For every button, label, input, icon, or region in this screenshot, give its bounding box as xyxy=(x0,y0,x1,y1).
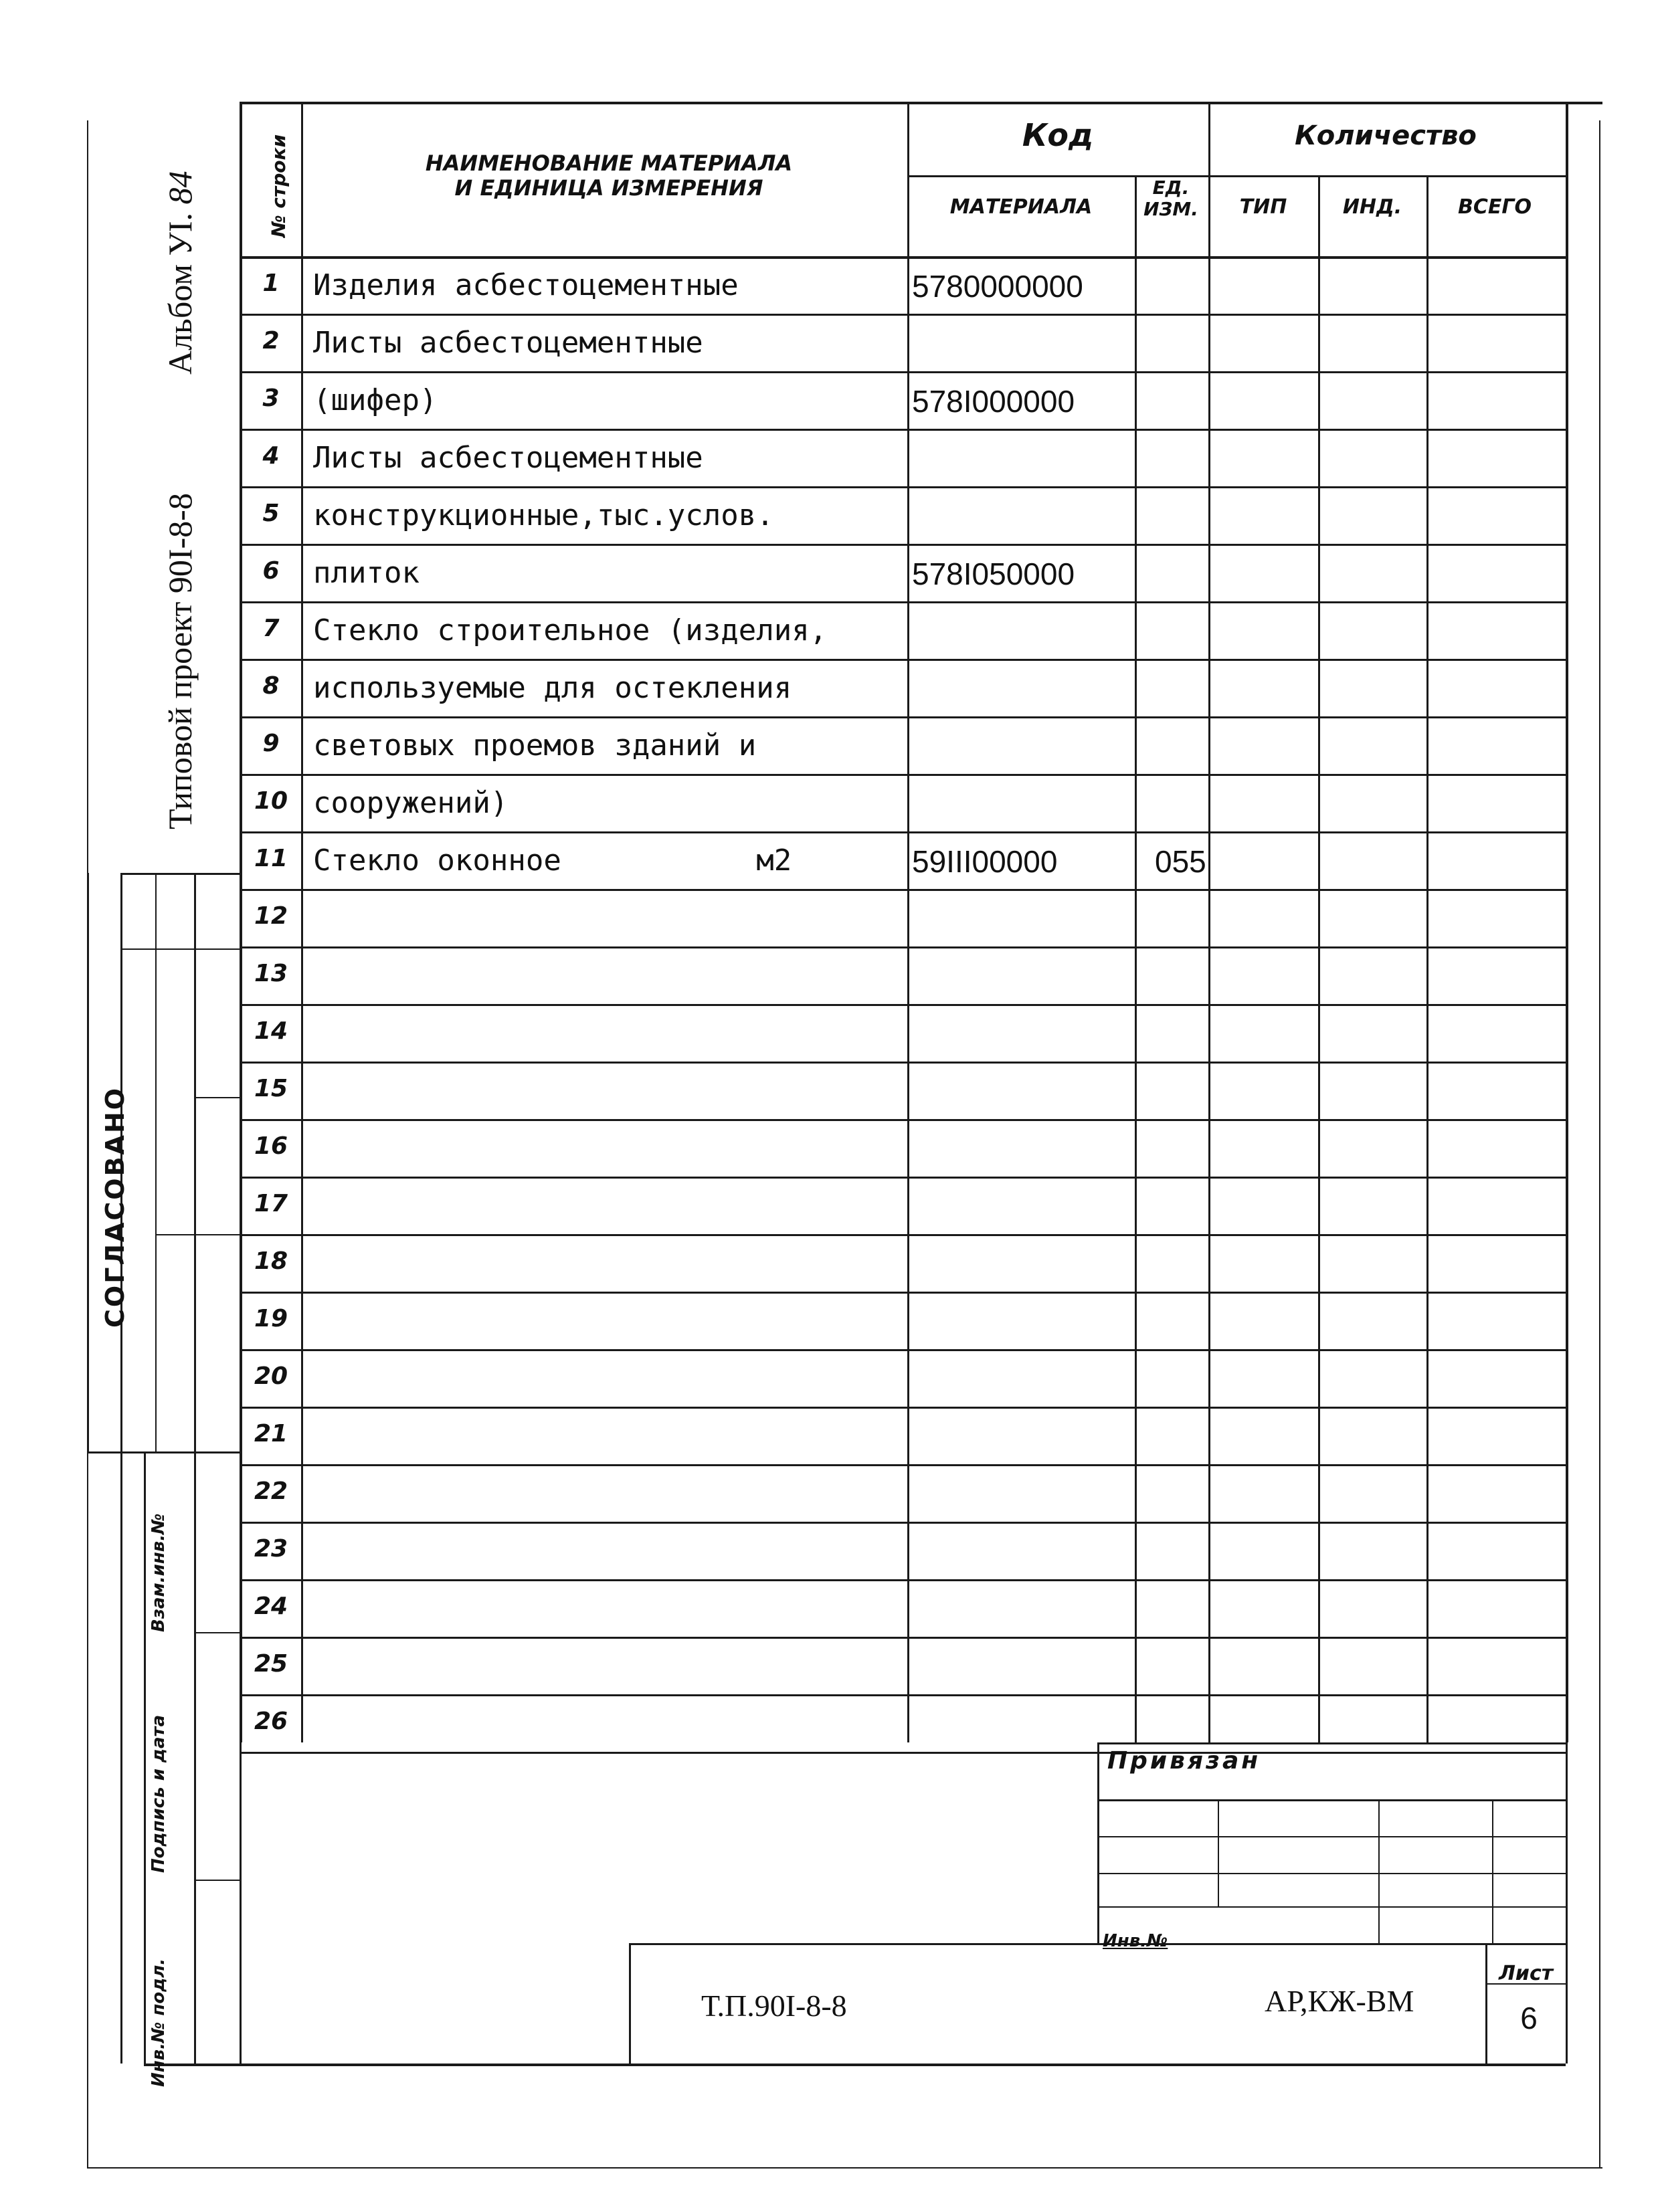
row-number: 23 xyxy=(254,1535,288,1563)
section-code: АР,КЖ-ВМ xyxy=(1265,1984,1414,2018)
row-number: 20 xyxy=(254,1363,288,1390)
row-number: 16 xyxy=(254,1132,288,1160)
row-material-name: Изделия асбестоцементные xyxy=(313,268,739,302)
row-number: 21 xyxy=(254,1420,288,1447)
row-number: 18 xyxy=(254,1247,288,1275)
row-number: 13 xyxy=(254,960,288,987)
row-material-name: Листы асбестоцементные xyxy=(313,441,703,475)
header-ind: ИНД. xyxy=(1342,195,1402,219)
row-number: 7 xyxy=(262,615,280,642)
agreed-stamp: СОГЛАСОВАНО xyxy=(100,1086,130,1328)
header-quantity: Количество xyxy=(1295,120,1477,151)
row-number: 15 xyxy=(254,1075,288,1102)
row-number: 24 xyxy=(254,1593,288,1620)
row-number: 22 xyxy=(254,1478,288,1505)
row-material-name: используемые для остекления xyxy=(313,671,792,705)
header-type: ТИП xyxy=(1239,195,1287,219)
project-code: Т.П.90I-8-8 xyxy=(701,1989,847,2023)
header-code: Код xyxy=(1022,117,1094,153)
row-number: 25 xyxy=(254,1650,288,1678)
vzam-inv-stamp: Взам.инв.№ xyxy=(149,1513,169,1632)
row-material-name: конструкционные,тыс.услов. xyxy=(313,498,774,532)
row-number: 12 xyxy=(254,902,288,930)
row-number: 1 xyxy=(262,270,280,297)
header-name: НАИМЕНОВАНИЕ МАТЕРИАЛА xyxy=(425,150,793,176)
row-material-code: 59III00000 xyxy=(912,844,1058,879)
header-material: МАТЕРИАЛА xyxy=(949,195,1093,219)
row-number: 4 xyxy=(262,442,280,470)
row-number: 2 xyxy=(262,327,280,355)
header-row-no: № строки xyxy=(268,134,290,237)
row-material-name: Стекло строительное (изделия, xyxy=(313,613,828,647)
row-number: 14 xyxy=(254,1017,288,1045)
inv-podl-stamp: Инв.№ подл. xyxy=(149,1958,169,2087)
row-material-name: Стекло оконное м2 xyxy=(313,843,792,878)
row-number: 3 xyxy=(262,385,280,412)
side-album-label: Альбом УI. 84 xyxy=(161,171,199,375)
row-material-code: 578I000000 xyxy=(912,384,1075,419)
row-number: 6 xyxy=(262,557,280,585)
header-unit: ЕД. ИЗМ. xyxy=(1143,177,1198,220)
row-number: 10 xyxy=(254,787,288,815)
header-name-2: И ЕДИНИЦА ИЗМЕРЕНИЯ xyxy=(454,175,763,201)
row-number: 9 xyxy=(262,730,280,757)
row-material-name: сооружений) xyxy=(313,786,509,820)
row-number: 19 xyxy=(254,1305,288,1332)
header-total: ВСЕГО xyxy=(1458,195,1532,219)
row-unit-code: 055 xyxy=(1155,844,1206,879)
row-number: 11 xyxy=(254,845,288,872)
row-number: 5 xyxy=(262,500,280,527)
sign-date-stamp: Подпись и дата xyxy=(149,1714,169,1873)
row-number: 8 xyxy=(262,672,280,700)
row-material-name: световых проемов зданий и xyxy=(313,728,757,763)
album-number: 84 xyxy=(161,171,199,205)
sheet-label: Лист xyxy=(1499,1962,1554,1985)
row-number: 26 xyxy=(254,1708,288,1735)
row-material-name: Листы асбестоцементные xyxy=(313,326,703,360)
side-project-title: Типовой проект 90I-8-8 xyxy=(161,493,199,829)
row-material-name: (шифер) xyxy=(313,383,438,417)
row-number: 17 xyxy=(254,1190,288,1217)
sheet-number: 6 xyxy=(1520,2001,1538,2035)
row-material-code: 578I050000 xyxy=(912,557,1075,591)
row-material-code: 5780000000 xyxy=(912,269,1083,304)
attached-label: Привязан xyxy=(1107,1747,1261,1775)
row-material-name: плиток xyxy=(313,556,420,590)
inv-no-label: Инв.№ xyxy=(1103,1931,1168,1951)
